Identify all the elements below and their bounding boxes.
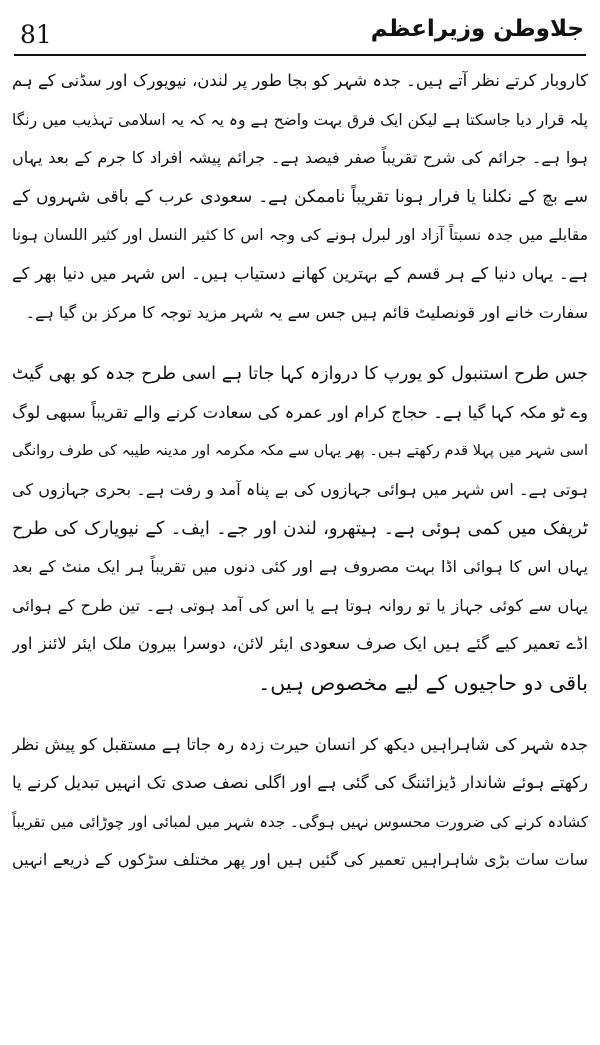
text-line: ہوتی ہے۔ اس شہر میں ہوائی جہازوں کی بے پناہ آمد و رفت ہے۔ بحری جہازوں کی [12,479,588,499]
paragraph-3 [12,726,588,880]
page-number: 81 [20,20,52,49]
header-rule [14,54,586,56]
text-line: جس طرح استنبول کو یورپ کا دروازہ کہا جاتا ہے اسی طرح جدہ کو بھی گیٹ [12,364,588,385]
paragraph-gap [12,703,588,726]
text-line: وے ٹو مکہ کہا گیا ہے۔ حجاج کرام اور عمرہ کی سعادت کرنے والے تقریباً سبھی لوگ [12,402,588,422]
text-line: رکھتے ہوئے شاندار ڈیزائننگ کی گئی ہے اور اگلی نصف صدی تک انہیں تبدیل کرنے یا [12,773,588,793]
text-line: مقابلے میں جدہ نسبتاً آزاد اور لبرل ہونے کی وجہ اس کا کثیر النسل اور کثیر اللسان ہونا [12,226,588,245]
text-line: یہاں اس کا ہوائی اڈا بہت مصروف ہے اور کئی دنوں میں تقریباً ہر ایک منٹ کے بعد [12,557,588,577]
text-line: سے بچ کے نکلنا یا فرار ہونا تقریباً ناممکن ہے۔ سعودی عرب کے باقی شہروں کے [12,186,588,207]
text-line: کشادہ کرنے کی ضرورت محسوس نہیں ہوگی۔ جدہ شہر میں لمبائی اور چوڑائی میں تقریباً [12,812,588,831]
text-line: کاروبار کرتے نظر آتے ہیں۔ جدہ شہر کو بجا طور پر لندن، نیویورک اور سڈنی کے ہم [12,71,588,90]
text-line: جدہ شہر کی شاہراہیں دیکھ کر انسان حیرت زدہ رہ جاتا ہے مستقبل کو پیش نظر [12,734,588,754]
page-body [12,62,588,880]
text-line: پلہ قرار دیا جاسکتا ہے لیکن ایک فرق بہت واضح ہے وہ یہ کہ یہ اسلامی تہذیب میں رنگا [12,110,588,129]
text-line: اسی شہر میں پہلا قدم رکھتے ہیں۔ پھر یہاں سے مکہ مکرمہ اور مدینہ طیبہ کی طرف روانگی [12,443,588,460]
paragraph-gap [12,332,588,355]
text-line: اڈے تعمیر کیے گئے ہیں ایک صرف سعودی ایئر لائن، دوسرا بیرون ملک ایئر لائنز اور [12,634,588,654]
text-line: باقی دو حاجیوں کے لیے مخصوص ہیں۔ [258,670,588,695]
text-line: ہوا ہے۔ جرائم کی شرح تقریباً صفر فیصد ہے۔ جرائم پیشہ افراد کا جرم کے بعد یہاں [12,148,588,168]
paragraph-2 [12,355,588,702]
text-line: ہے۔ یہاں دنیا کے ہر قسم کے بہترین کھانے دستیاب ہیں۔ اس شہر میں دنیا بھر کے [12,263,588,283]
page-header [14,6,586,54]
text-line: سات سات بڑی شاہراہیں تعمیر کی گئیں ہیں اور پھر مختلف سڑکوں کے ذریعے انہیں [12,850,588,870]
running-head-title: جلاوطن وزیراعظم [370,16,584,42]
text-line: یہاں سے کوئی جہاز یا تو روانہ ہوتا ہے یا اس کی آمد ہوتی ہے۔ تین طرح کے ہوائی [12,595,588,615]
text-line: ٹریفک میں کمی ہوئی ہے۔ ہیتھرو، لندن اور جے۔ ایف۔ کے نیویارک کی طرح [12,517,588,539]
paragraph-1 [12,62,588,332]
text-line: سفارت خانے اور قونصلیٹ قائم ہیں جس سے یہ شہر مزید توجہ کا مرکز بن گیا ہے۔ [25,302,588,322]
